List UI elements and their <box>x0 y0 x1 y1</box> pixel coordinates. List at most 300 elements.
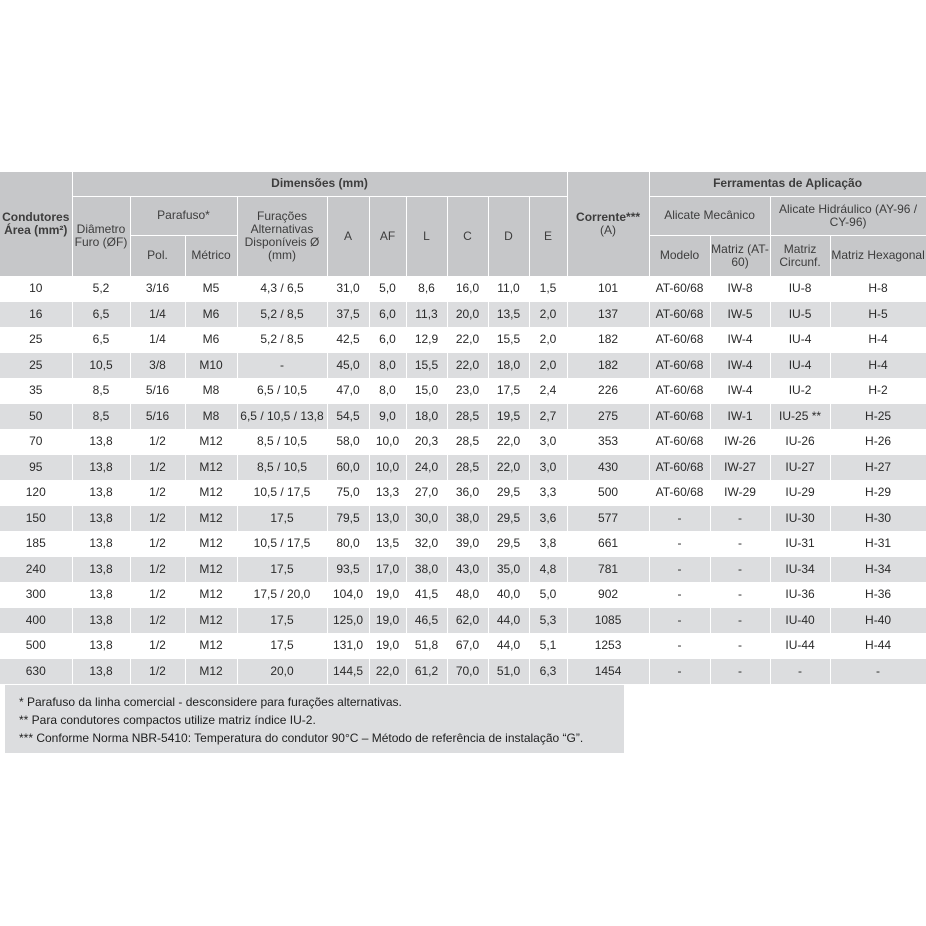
cell-area: 500 <box>0 633 72 659</box>
cell-matriz-at60: IW-5 <box>710 302 770 328</box>
cell-matriz-circunf: IU-2 <box>770 378 830 404</box>
header-matriz-at60: Matriz (AT-60) <box>710 235 770 276</box>
cell-d: 51,0 <box>488 659 529 685</box>
footnotes <box>5 685 624 753</box>
header-col-a: A <box>327 196 369 276</box>
cell-matriz-hexagonal: H-2 <box>830 378 926 404</box>
cell-e: 5,3 <box>529 608 567 634</box>
cell-l: 30,0 <box>406 506 447 532</box>
cell-e: 3,6 <box>529 506 567 532</box>
cell-matriz-circunf: - <box>770 659 830 685</box>
cell-diametro: 13,8 <box>72 557 130 583</box>
cell-matriz-circunf: IU-29 <box>770 480 830 506</box>
cell-c: 28,5 <box>447 455 488 481</box>
cell-l: 15,0 <box>406 378 447 404</box>
cell-metrico: M12 <box>185 633 237 659</box>
cell-matriz-at60: IW-26 <box>710 429 770 455</box>
cell-pol: 1/2 <box>130 455 185 481</box>
table-row <box>0 429 926 455</box>
cell-c: 39,0 <box>447 531 488 557</box>
cell-pol: 1/2 <box>130 659 185 685</box>
table-row <box>0 327 926 353</box>
cell-corrente: 500 <box>567 480 649 506</box>
cell-metrico: M6 <box>185 302 237 328</box>
cell-area: 25 <box>0 327 72 353</box>
header-corrente-label: Corrente*** <box>576 209 641 224</box>
cell-modelo: - <box>649 506 710 532</box>
cell-c: 16,0 <box>447 276 488 302</box>
cell-c: 62,0 <box>447 608 488 634</box>
cell-matriz-hexagonal: H-25 <box>830 404 926 430</box>
cell-af: 8,0 <box>369 353 406 379</box>
cell-diametro: 6,5 <box>72 302 130 328</box>
header-alicate-mecanico: Alicate Mecânico <box>649 196 770 235</box>
cell-corrente: 1454 <box>567 659 649 685</box>
cell-furacoes: 6,5 / 10,5 <box>237 378 327 404</box>
cell-c: 22,0 <box>447 327 488 353</box>
cell-diametro: 8,5 <box>72 404 130 430</box>
header-corrente <box>567 172 649 276</box>
cell-area: 150 <box>0 506 72 532</box>
cell-a: 80,0 <box>327 531 369 557</box>
cell-matriz-hexagonal: H-34 <box>830 557 926 583</box>
cell-diametro: 13,8 <box>72 633 130 659</box>
cell-furacoes: 8,5 / 10,5 <box>237 455 327 481</box>
cell-corrente: 430 <box>567 455 649 481</box>
cell-l: 24,0 <box>406 455 447 481</box>
cell-c: 28,5 <box>447 429 488 455</box>
cell-modelo: AT-60/68 <box>649 404 710 430</box>
cell-a: 75,0 <box>327 480 369 506</box>
cell-corrente: 902 <box>567 582 649 608</box>
cell-modelo: AT-60/68 <box>649 455 710 481</box>
table-row <box>0 455 926 481</box>
cell-furacoes: 17,5 <box>237 608 327 634</box>
cell-a: 79,5 <box>327 506 369 532</box>
cell-af: 13,0 <box>369 506 406 532</box>
cell-matriz-hexagonal: H-8 <box>830 276 926 302</box>
table-row <box>0 480 926 506</box>
cell-corrente: 1085 <box>567 608 649 634</box>
cell-l: 27,0 <box>406 480 447 506</box>
cell-metrico: M10 <box>185 353 237 379</box>
cell-matriz-circunf: IU-8 <box>770 276 830 302</box>
cell-diametro: 13,8 <box>72 608 130 634</box>
cell-furacoes: 17,5 / 20,0 <box>237 582 327 608</box>
cell-furacoes: 5,2 / 8,5 <box>237 302 327 328</box>
header-furacoes: Furações Alternativas Disponíveis Ø (mm) <box>237 196 327 276</box>
cell-matriz-circunf: IU-25 ** <box>770 404 830 430</box>
header-col-d: D <box>488 196 529 276</box>
cell-modelo: AT-60/68 <box>649 276 710 302</box>
cell-l: 12,9 <box>406 327 447 353</box>
cell-metrico: M12 <box>185 506 237 532</box>
cell-area: 185 <box>0 531 72 557</box>
cell-e: 3,8 <box>529 531 567 557</box>
cell-matriz-at60: IW-8 <box>710 276 770 302</box>
cell-area: 95 <box>0 455 72 481</box>
cell-e: 4,8 <box>529 557 567 583</box>
cell-l: 38,0 <box>406 557 447 583</box>
header-col-l: L <box>406 196 447 276</box>
cell-e: 6,3 <box>529 659 567 685</box>
cell-diametro: 6,5 <box>72 327 130 353</box>
cell-metrico: M8 <box>185 404 237 430</box>
cell-matriz-circunf: IU-5 <box>770 302 830 328</box>
cell-diametro: 8,5 <box>72 378 130 404</box>
table-body <box>0 276 926 684</box>
cell-pol: 1/2 <box>130 480 185 506</box>
cell-diametro: 5,2 <box>72 276 130 302</box>
cell-a: 31,0 <box>327 276 369 302</box>
cell-corrente: 577 <box>567 506 649 532</box>
table-row <box>0 506 926 532</box>
cell-e: 2,0 <box>529 327 567 353</box>
cell-d: 13,5 <box>488 302 529 328</box>
cell-corrente: 275 <box>567 404 649 430</box>
cell-matriz-hexagonal: H-40 <box>830 608 926 634</box>
cell-pol: 5/16 <box>130 378 185 404</box>
header-col-e: E <box>529 196 567 276</box>
table-row <box>0 404 926 430</box>
cell-metrico: M5 <box>185 276 237 302</box>
cell-matriz-circunf: IU-44 <box>770 633 830 659</box>
cell-c: 28,5 <box>447 404 488 430</box>
cell-e: 5,0 <box>529 582 567 608</box>
cell-area: 10 <box>0 276 72 302</box>
cell-c: 67,0 <box>447 633 488 659</box>
cell-furacoes: 4,3 / 6,5 <box>237 276 327 302</box>
cell-modelo: - <box>649 633 710 659</box>
cell-area: 240 <box>0 557 72 583</box>
cell-diametro: 13,8 <box>72 455 130 481</box>
cell-a: 60,0 <box>327 455 369 481</box>
cell-l: 18,0 <box>406 404 447 430</box>
header-metrico: Métrico <box>185 235 237 276</box>
table-row <box>0 302 926 328</box>
cell-a: 125,0 <box>327 608 369 634</box>
cell-matriz-circunf: IU-31 <box>770 531 830 557</box>
cell-corrente: 781 <box>567 557 649 583</box>
cell-c: 36,0 <box>447 480 488 506</box>
cell-d: 17,5 <box>488 378 529 404</box>
footnote-parafuso: * Parafuso da linha comercial - desconsidere para furações alternativas. <box>19 695 402 709</box>
cell-d: 22,0 <box>488 429 529 455</box>
cell-matriz-hexagonal: H-5 <box>830 302 926 328</box>
cell-diametro: 10,5 <box>72 353 130 379</box>
cell-diametro: 13,8 <box>72 531 130 557</box>
cell-matriz-at60: - <box>710 557 770 583</box>
table-row <box>0 378 926 404</box>
cell-pol: 1/2 <box>130 429 185 455</box>
cell-d: 11,0 <box>488 276 529 302</box>
cell-metrico: M12 <box>185 531 237 557</box>
cell-furacoes: 6,5 / 10,5 / 13,8 <box>237 404 327 430</box>
table-row <box>0 276 926 302</box>
cell-area: 70 <box>0 429 72 455</box>
cell-af: 13,5 <box>369 531 406 557</box>
cell-metrico: M6 <box>185 327 237 353</box>
cell-furacoes: 5,2 / 8,5 <box>237 327 327 353</box>
cell-pol: 1/4 <box>130 302 185 328</box>
cell-e: 3,0 <box>529 429 567 455</box>
table-row <box>0 608 926 634</box>
table-row <box>0 582 926 608</box>
cell-af: 10,0 <box>369 455 406 481</box>
cell-modelo: AT-60/68 <box>649 353 710 379</box>
cell-modelo: - <box>649 531 710 557</box>
cell-d: 19,5 <box>488 404 529 430</box>
cell-pol: 1/2 <box>130 557 185 583</box>
cell-corrente: 182 <box>567 327 649 353</box>
cell-e: 1,5 <box>529 276 567 302</box>
cell-metrico: M12 <box>185 582 237 608</box>
cell-l: 46,5 <box>406 608 447 634</box>
cell-a: 42,5 <box>327 327 369 353</box>
cell-modelo: AT-60/68 <box>649 327 710 353</box>
cell-c: 43,0 <box>447 557 488 583</box>
table-row <box>0 557 926 583</box>
cell-diametro: 13,8 <box>72 582 130 608</box>
cell-pol: 3/16 <box>130 276 185 302</box>
cell-a: 58,0 <box>327 429 369 455</box>
header-dimensoes: Dimensões (mm) <box>72 172 567 196</box>
cell-af: 13,3 <box>369 480 406 506</box>
cell-furacoes: 17,5 <box>237 506 327 532</box>
cell-matriz-at60: - <box>710 659 770 685</box>
cell-d: 29,5 <box>488 506 529 532</box>
cell-c: 48,0 <box>447 582 488 608</box>
cell-matriz-circunf: IU-27 <box>770 455 830 481</box>
cell-furacoes: 17,5 <box>237 557 327 583</box>
cell-matriz-circunf: IU-26 <box>770 429 830 455</box>
header-matriz-circunf: Matriz Circunf. <box>770 235 830 276</box>
cell-metrico: M8 <box>185 378 237 404</box>
cell-e: 2,4 <box>529 378 567 404</box>
header-alicate-hidraulico: Alicate Hidráulico (AY-96 / CY-96) <box>770 196 926 235</box>
cell-a: 54,5 <box>327 404 369 430</box>
cell-matriz-hexagonal: H-44 <box>830 633 926 659</box>
cell-a: 93,5 <box>327 557 369 583</box>
cell-matriz-at60: IW-29 <box>710 480 770 506</box>
spec-table-container <box>0 172 926 685</box>
cell-area: 400 <box>0 608 72 634</box>
header-modelo: Modelo <box>649 235 710 276</box>
header-col-c: C <box>447 196 488 276</box>
cell-c: 20,0 <box>447 302 488 328</box>
cell-matriz-hexagonal: H-26 <box>830 429 926 455</box>
cell-af: 6,0 <box>369 302 406 328</box>
cell-matriz-hexagonal: - <box>830 659 926 685</box>
cell-d: 29,5 <box>488 480 529 506</box>
cell-corrente: 661 <box>567 531 649 557</box>
cell-af: 10,0 <box>369 429 406 455</box>
cell-af: 8,0 <box>369 378 406 404</box>
cell-modelo: AT-60/68 <box>649 378 710 404</box>
cell-matriz-at60: - <box>710 531 770 557</box>
cell-modelo: - <box>649 608 710 634</box>
cell-matriz-circunf: IU-30 <box>770 506 830 532</box>
cell-matriz-at60: IW-27 <box>710 455 770 481</box>
cell-metrico: M12 <box>185 429 237 455</box>
cell-l: 51,8 <box>406 633 447 659</box>
cell-modelo: AT-60/68 <box>649 302 710 328</box>
cell-e: 5,1 <box>529 633 567 659</box>
cell-a: 47,0 <box>327 378 369 404</box>
cell-diametro: 13,8 <box>72 429 130 455</box>
cell-area: 35 <box>0 378 72 404</box>
cell-matriz-at60: IW-4 <box>710 353 770 379</box>
cell-a: 131,0 <box>327 633 369 659</box>
cell-e: 3,3 <box>529 480 567 506</box>
cell-matriz-hexagonal: H-29 <box>830 480 926 506</box>
cell-c: 23,0 <box>447 378 488 404</box>
cell-l: 32,0 <box>406 531 447 557</box>
cell-d: 15,5 <box>488 327 529 353</box>
cell-matriz-at60: - <box>710 608 770 634</box>
cell-diametro: 13,8 <box>72 480 130 506</box>
cell-matriz-hexagonal: H-30 <box>830 506 926 532</box>
header-diametro: Diâmetro Furo (ØF) <box>72 196 130 276</box>
cell-pol: 1/4 <box>130 327 185 353</box>
cell-matriz-hexagonal: H-4 <box>830 353 926 379</box>
cell-af: 22,0 <box>369 659 406 685</box>
cell-pol: 5/16 <box>130 404 185 430</box>
cell-d: 44,0 <box>488 633 529 659</box>
cell-corrente: 101 <box>567 276 649 302</box>
cell-l: 8,6 <box>406 276 447 302</box>
cell-af: 19,0 <box>369 608 406 634</box>
cell-pol: 1/2 <box>130 531 185 557</box>
header-ferramentas: Ferramentas de Aplicação <box>649 172 926 196</box>
cell-l: 15,5 <box>406 353 447 379</box>
cell-matriz-at60: - <box>710 633 770 659</box>
cell-area: 50 <box>0 404 72 430</box>
cell-matriz-hexagonal: H-31 <box>830 531 926 557</box>
cell-pol: 1/2 <box>130 633 185 659</box>
cell-matriz-hexagonal: H-27 <box>830 455 926 481</box>
cell-matriz-circunf: IU-40 <box>770 608 830 634</box>
cell-pol: 1/2 <box>130 582 185 608</box>
cell-af: 6,0 <box>369 327 406 353</box>
cell-d: 22,0 <box>488 455 529 481</box>
table-header <box>0 172 926 276</box>
cell-diametro: 13,8 <box>72 506 130 532</box>
cell-modelo: - <box>649 659 710 685</box>
cell-furacoes: 10,5 / 17,5 <box>237 531 327 557</box>
cell-metrico: M12 <box>185 557 237 583</box>
cell-e: 3,0 <box>529 455 567 481</box>
header-parafuso: Parafuso* <box>130 196 237 235</box>
cell-area: 300 <box>0 582 72 608</box>
cell-af: 9,0 <box>369 404 406 430</box>
cell-matriz-at60: IW-4 <box>710 378 770 404</box>
cell-d: 29,5 <box>488 531 529 557</box>
cell-area: 630 <box>0 659 72 685</box>
cell-area: 120 <box>0 480 72 506</box>
header-corrente-unit: (A) <box>600 222 617 237</box>
cell-matriz-at60: IW-1 <box>710 404 770 430</box>
cell-pol: 1/2 <box>130 608 185 634</box>
cell-modelo: AT-60/68 <box>649 429 710 455</box>
cell-af: 19,0 <box>369 633 406 659</box>
cell-furacoes: 20,0 <box>237 659 327 685</box>
cell-l: 20,3 <box>406 429 447 455</box>
table-row <box>0 353 926 379</box>
cell-pol: 1/2 <box>130 506 185 532</box>
cell-e: 2,7 <box>529 404 567 430</box>
cell-pol: 3/8 <box>130 353 185 379</box>
cell-corrente: 1253 <box>567 633 649 659</box>
cell-c: 22,0 <box>447 353 488 379</box>
header-matriz-hexagonal: Matriz Hexagonal <box>830 235 926 276</box>
cell-l: 61,2 <box>406 659 447 685</box>
cell-l: 41,5 <box>406 582 447 608</box>
spec-table <box>0 172 926 685</box>
cell-matriz-at60: - <box>710 506 770 532</box>
cell-metrico: M12 <box>185 480 237 506</box>
cell-area: 25 <box>0 353 72 379</box>
cell-a: 144,5 <box>327 659 369 685</box>
cell-modelo: - <box>649 582 710 608</box>
cell-furacoes: 10,5 / 17,5 <box>237 480 327 506</box>
cell-matriz-circunf: IU-34 <box>770 557 830 583</box>
footnote-compactos: ** Para condutores compactos utilize matriz índice IU-2. <box>19 713 316 727</box>
cell-a: 45,0 <box>327 353 369 379</box>
header-col-af: AF <box>369 196 406 276</box>
table-row <box>0 659 926 685</box>
cell-c: 70,0 <box>447 659 488 685</box>
cell-furacoes: 17,5 <box>237 633 327 659</box>
cell-matriz-hexagonal: H-36 <box>830 582 926 608</box>
cell-corrente: 353 <box>567 429 649 455</box>
cell-af: 5,0 <box>369 276 406 302</box>
cell-matriz-circunf: IU-4 <box>770 327 830 353</box>
header-pol: Pol. <box>130 235 185 276</box>
cell-metrico: M12 <box>185 608 237 634</box>
cell-af: 17,0 <box>369 557 406 583</box>
cell-corrente: 182 <box>567 353 649 379</box>
header-condutores: Condutores Área (mm²) <box>0 172 72 276</box>
cell-corrente: 137 <box>567 302 649 328</box>
cell-matriz-circunf: IU-36 <box>770 582 830 608</box>
cell-e: 2,0 <box>529 353 567 379</box>
cell-matriz-at60: IW-4 <box>710 327 770 353</box>
cell-c: 38,0 <box>447 506 488 532</box>
table-row <box>0 633 926 659</box>
table-row <box>0 531 926 557</box>
cell-furacoes: - <box>237 353 327 379</box>
cell-e: 2,0 <box>529 302 567 328</box>
cell-matriz-hexagonal: H-4 <box>830 327 926 353</box>
cell-d: 35,0 <box>488 557 529 583</box>
cell-af: 19,0 <box>369 582 406 608</box>
cell-furacoes: 8,5 / 10,5 <box>237 429 327 455</box>
cell-metrico: M12 <box>185 455 237 481</box>
cell-matriz-circunf: IU-4 <box>770 353 830 379</box>
cell-modelo: - <box>649 557 710 583</box>
cell-corrente: 226 <box>567 378 649 404</box>
cell-modelo: AT-60/68 <box>649 480 710 506</box>
cell-d: 18,0 <box>488 353 529 379</box>
cell-a: 104,0 <box>327 582 369 608</box>
cell-d: 44,0 <box>488 608 529 634</box>
cell-metrico: M12 <box>185 659 237 685</box>
cell-area: 16 <box>0 302 72 328</box>
cell-l: 11,3 <box>406 302 447 328</box>
cell-d: 40,0 <box>488 582 529 608</box>
cell-matriz-at60: - <box>710 582 770 608</box>
